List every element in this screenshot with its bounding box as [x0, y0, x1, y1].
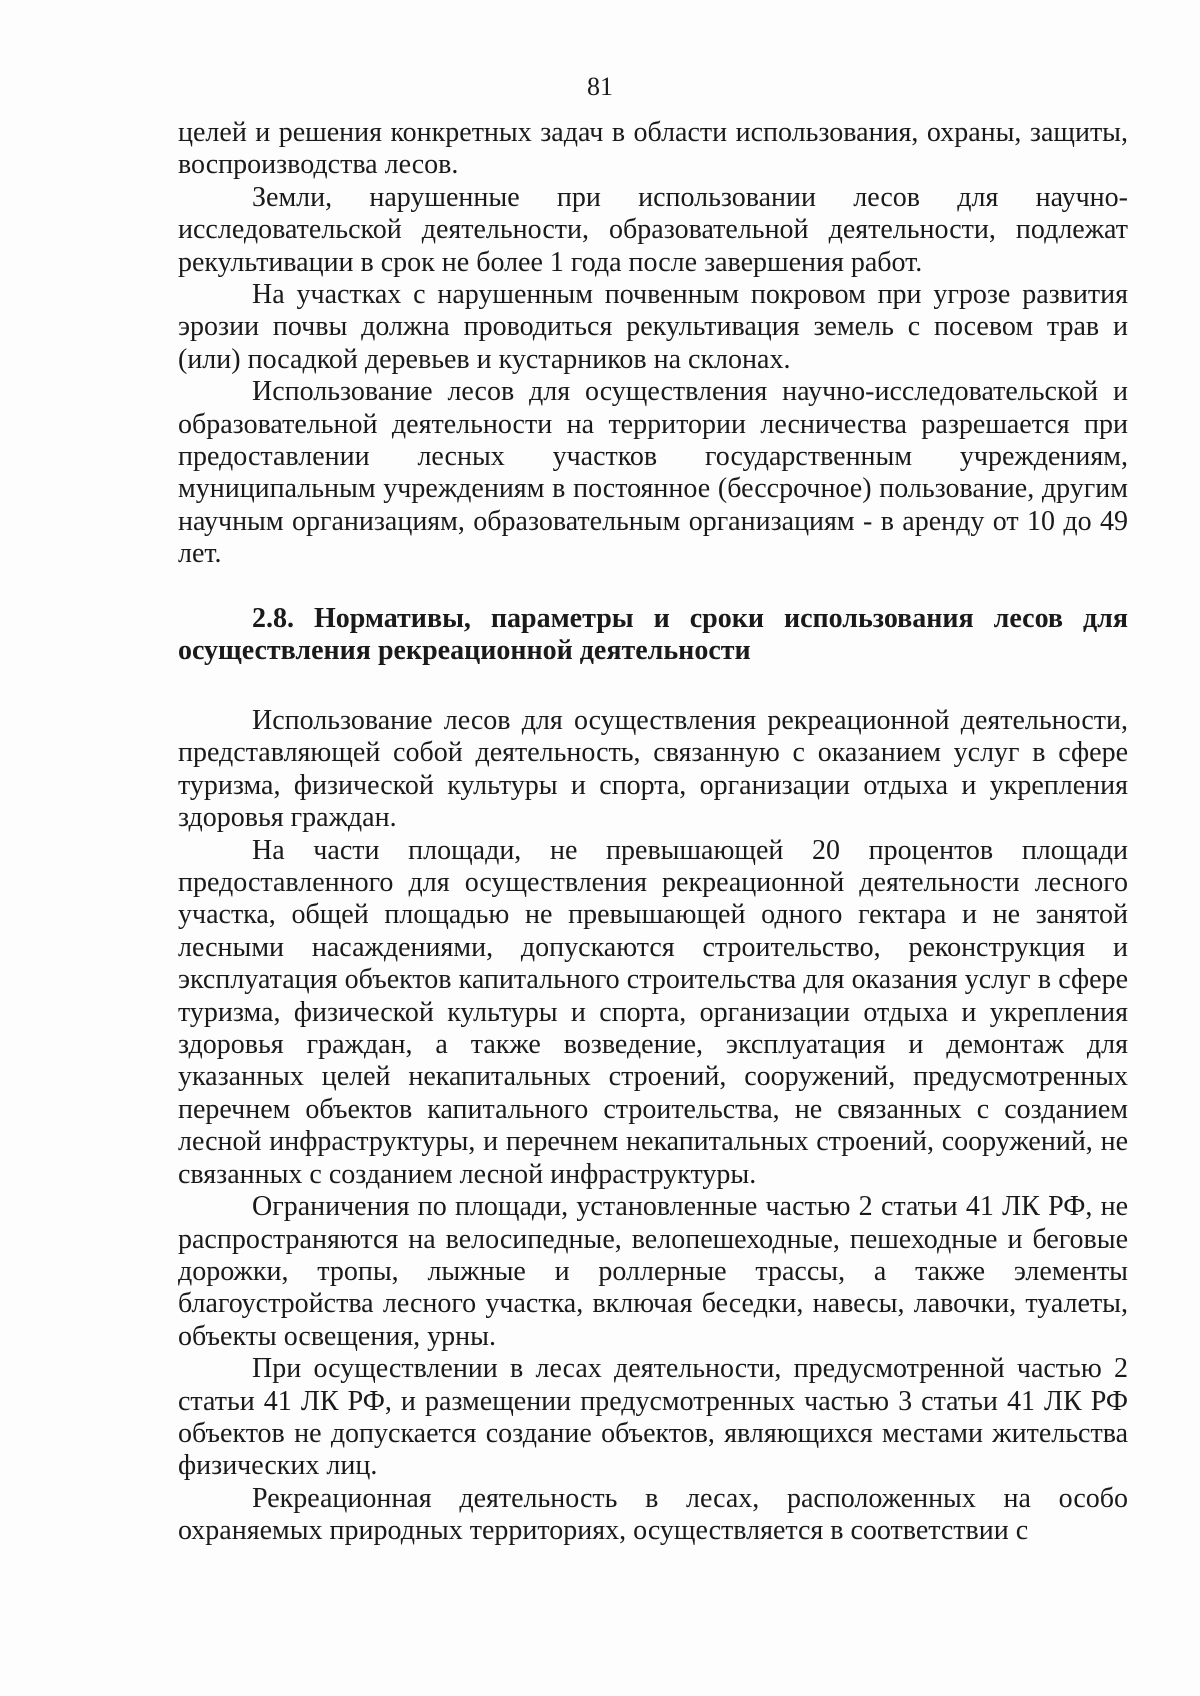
top-text-section: [178, 117, 1128, 571]
page-number: 81: [587, 72, 613, 101]
paragraph-erosion: На участках с нарушенным почвенным покровом при угрозе развития эрозии почвы должна проводиться рекультивация земель с посевом трав и (или) посадкой деревьев и кустарников на склонах.: [178, 279, 1128, 375]
paragraph-area-limit: На части площади, не превышающей 20 процентов площади предоставленного для осуществления рекреационной деятельности лесного участка, общей площадью не превышающей одного гектара и не занятой лесными насаждениями, допускаются строительство, реконструкция и эксплуатация объектов капитального строительства для оказания услуг в сфере туризма, физической культуры и спорта, организации отдыха и укрепления здоровья граждан, а также возведение, эксплуатация и демонтаж для указанных целей некапитальных строений, сооружений, предусмотренных перечнем объектов капитального строительства, не связанных с созданием лесной инфраструктуры, и перечнем некапитальных строений, сооружений, не связанных с созданием лесной инфраструктуры.: [178, 834, 1128, 1190]
paragraph-area-exceptions: Ограничения по площади, установленные частью 2 статьи 41 ЛК РФ, не распространяются на велосипедные, велопешеходные, пешеходные и беговые дорожки, тропы, лыжные и роллерные трассы, а также элементы благоустройства лесного участка, включая беседки, навесы, лавочки, туалеты, объекты освещения, урны.: [178, 1191, 1128, 1352]
paragraph-residence-prohibition: При осуществлении в лесах деятельности, предусмотренной частью 2 статьи 41 ЛК РФ, и размещении предусмотренных частью 3 статьи 41 ЛК РФ объектов не допускается создание объектов, являющихся местами жительства физических лиц.: [178, 1353, 1128, 1482]
section-heading: 2.8. Нормативы, параметры и сроки использования лесов для осуществления рекреационной деятельности: [178, 603, 1128, 667]
paragraph-recreation-definition: Использование лесов для осуществления рекреационной деятельности, представляющей собой деятельность, связанную с оказанием услуг в сфере туризма, физической культуры и спорта, организации отдыха и укрепления здоровья граждан.: [178, 705, 1128, 834]
paragraph-continuation: целей и решения конкретных задач в области использования, охраны, защиты, воспроизводства лесов.: [178, 117, 1128, 181]
paragraph-protected-areas: Рекреационная деятельность в лесах, расположенных на особо охраняемых природных территориях, осуществляется в соответствии с: [178, 1482, 1128, 1547]
paragraph-land-reclamation: Земли, нарушенные при использовании лесов для научно-исследовательской деятельности, образовательной деятельности, подлежат рекультивации в срок не более 1 года после завершения работ.: [178, 181, 1128, 278]
bottom-text-section: [178, 705, 1128, 1548]
paragraph-research-use: Использование лесов для осуществления научно-исследовательской и образовательной деятельности на территории лесничества разрешается при предоставлении лесных участков государственным учреждениям, муниципальным учреждениям в постоянное (бессрочное) пользование, другим научным организациям, образовательным организациям - в аренду от 10 до 49 лет.: [178, 376, 1128, 570]
